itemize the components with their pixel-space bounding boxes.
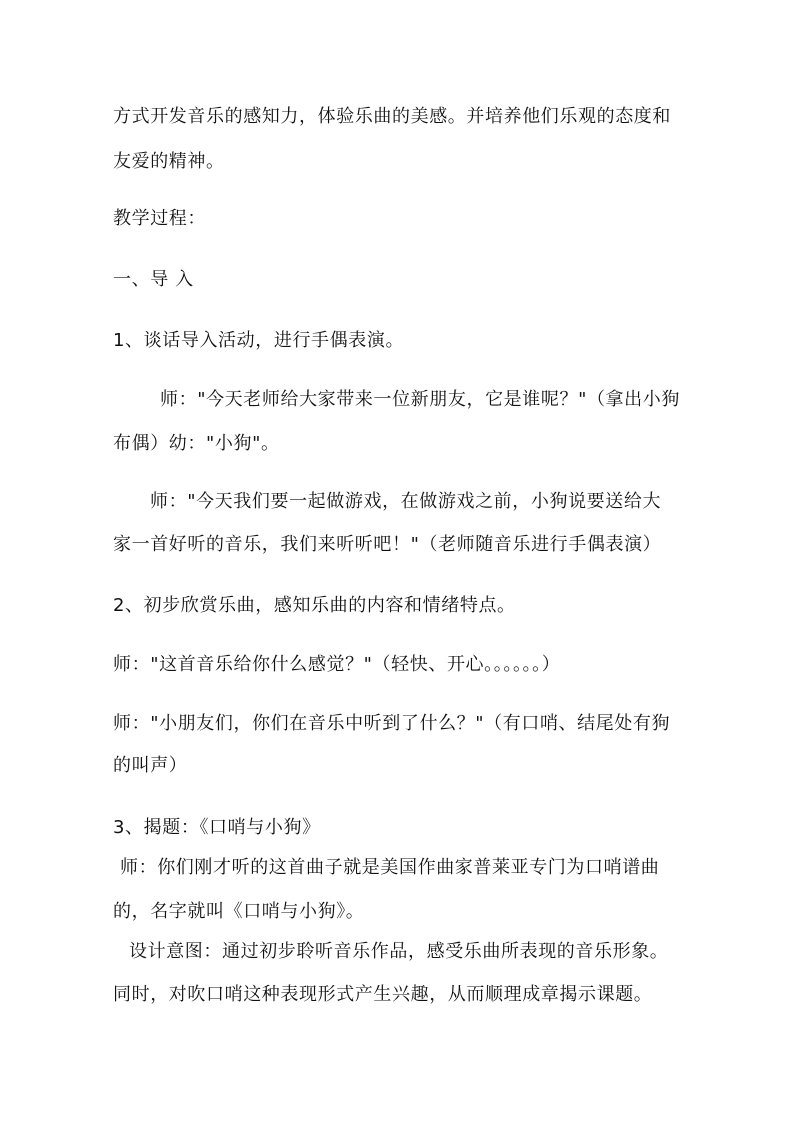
step-1-teacher-line-1b: 布偶）幼："小狗"。 [113, 433, 280, 454]
design-intent-line-a: 设计意图：通过初步聆听音乐作品，感受乐曲所表现的音乐形象。 [129, 941, 669, 962]
step-2-question-1: 师："这首音乐给你什么感觉？"（轻快、开心。。。。。。） [113, 654, 561, 675]
objectives-text-line-1: 方式开发音乐的感知力，体验乐曲的美感。并培养他们乐观的态度和 [113, 106, 671, 127]
objectives-text-line-2: 友爱的精神。 [113, 151, 225, 172]
step-1-teacher-line-1a: 师："今天老师给大家带来一位新朋友，它是谁呢？"（拿出小狗 [160, 389, 680, 410]
section-1-heading: 一、导 入 [113, 269, 194, 290]
step-3-teacher-line-a: 师：你们刚才听的这首曲子就是美国作曲家普莱亚专门为口哨谱曲 [120, 857, 660, 878]
step-3-heading: 3、揭题：《口哨与小狗》 [113, 817, 321, 838]
step-3-teacher-line-b: 的，名字就叫《口哨与小狗》。 [113, 901, 365, 922]
design-intent-line-b: 同时，对吹口哨这种表现形式产生兴趣，从而顺理成章揭示课题。 [113, 984, 653, 1005]
step-2-heading: 2、初步欣赏乐曲，感知乐曲的内容和情绪特点。 [113, 595, 516, 616]
step-2-question-2a: 师："小朋友们，你们在音乐中听到了什么？"（有口哨、结尾处有狗 [113, 713, 671, 734]
process-heading: 教学过程： [113, 208, 206, 229]
step-1-teacher-line-2a: 师："今天我们要一起做游戏，在做游戏之前，小狗说要送给大 [150, 491, 662, 512]
step-2-question-2b: 的叫声） [113, 755, 188, 776]
step-1-teacher-line-2b: 家一首好听的音乐，我们来听听吧！"（老师随音乐进行手偶表演） [113, 534, 662, 555]
step-1-heading: 1、谈话导入活动，进行手偶表演。 [113, 330, 405, 351]
